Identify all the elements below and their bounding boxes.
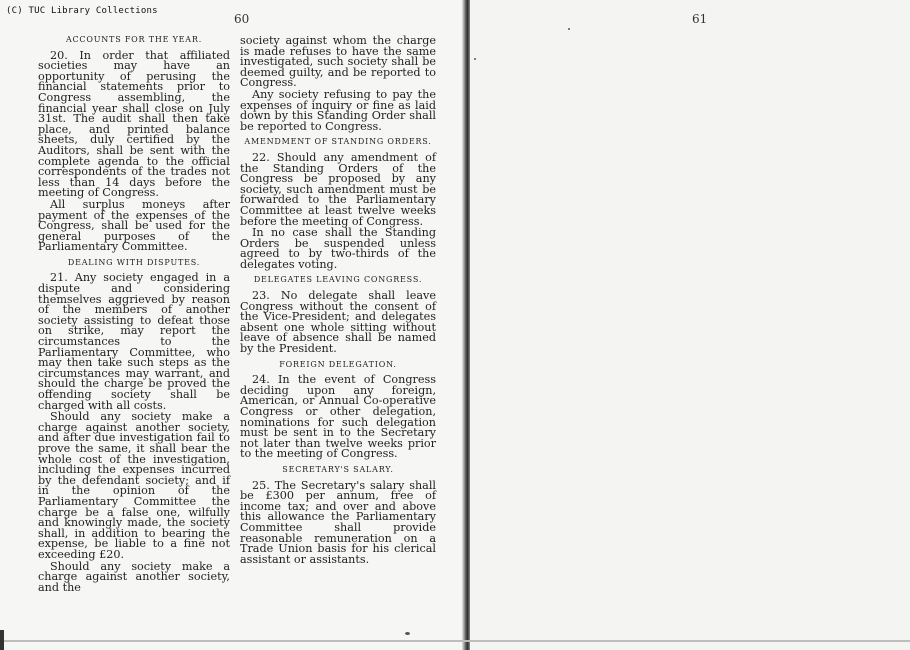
text-column-left bbox=[38, 35, 230, 594]
page-number-right: 61 bbox=[692, 12, 708, 26]
paper-speck bbox=[474, 58, 476, 60]
paragraph: 20. In order that affiliated societies may have an opportunity of perusing the financial statements prior to Congress assembling, the financial year shall close on July 31st. The audit shall then take place, and printed balance sheets, duly certified by the Auditors, shall be sent with the complete agenda to the official correspondents of the trades not less than 14 days before the meeting of Congress. bbox=[38, 48, 230, 200]
paragraph: Should any society make a charge against another society, and the bbox=[38, 559, 230, 594]
section-heading: ACCOUNTS FOR THE YEAR. bbox=[65, 35, 203, 44]
paragraph: Any society refusing to pay the expenses of inquiry or fine as laid down by this Standing Order shall be reported to Congress. bbox=[240, 87, 436, 133]
paragraph: 21. Any society engaged in a dispute and considering themselves aggrieved by reason of the members of another society assisting to defeat those on strike, may report the circumstances to the Parliamentary Committee, who may then take such steps as the circumstances may warrant, and should the charge be proved the offending society shall be charged with all costs. bbox=[38, 271, 230, 412]
paragraph: In no case shall the Standing Orders be suspended unless agreed to by two-thirds of the delegates voting. bbox=[240, 226, 436, 271]
paragraph: All surplus moneys after payment of the expenses of the Congress, shall be used for the general purposes of the Parliamentary Committee. bbox=[38, 197, 230, 254]
paper-speck bbox=[568, 28, 570, 30]
paper-speck bbox=[405, 632, 410, 635]
scan-edge bbox=[0, 640, 910, 642]
section-heading: FOREIGN DELEGATION. bbox=[279, 359, 397, 369]
text-column-right bbox=[240, 36, 436, 566]
page-number-left: 60 bbox=[234, 12, 250, 26]
right-page bbox=[470, 0, 910, 650]
paragraph: 25. The Secretary's salary shall be £300 per annum, free of income tax; and over and above this allowance the Parliamentary Committee shall provide reasonable remuneration on a Trade Union basis for his clerical assistant or assistants. bbox=[240, 478, 436, 566]
paragraph: Should any society make a charge against another society, and after due investigation fail to prove the same, it shall bear the whole cost of the investigation, including the expenses incurred by the defendant society; and if in the opinion of the Parliamentary Committee the charge be a false one, wilfully and knowingly made, the society shall, in addition to bearing the expense, be liable to a fine not exceeding £20. bbox=[38, 410, 230, 561]
watermark: (C) TUC Library Collections bbox=[6, 6, 158, 16]
section-heading: SECRETARY'S SALARY. bbox=[282, 464, 394, 474]
paragraph: 22. Should any amendment of the Standing Orders of the Congress be proposed by any society, such amendment must be forwarded to the Parliamentary Committee at least twelve weeks before the meeting of Congress. bbox=[240, 150, 436, 228]
scan-edge-mark bbox=[0, 630, 4, 650]
section-heading: AMENDMENT OF STANDING ORDERS. bbox=[244, 137, 432, 147]
section-heading: DELEGATES LEAVING CONGRESS. bbox=[253, 275, 423, 285]
paragraph: society against whom the charge is made refuses to have the same investigated, such society shall be deemed guilty, and be reported to Congress. bbox=[240, 34, 436, 90]
paragraph: 23. No delegate shall leave Congress without the consent of the Vice-President; and delegates absent one whole sitting without leave of absence shall be named by the President. bbox=[240, 289, 436, 356]
paragraph: 24. In the event of Congress deciding upon any foreign, American, or Annual Co-operative Congress or other delegation, nominations for such delegation must be sent in to the Secretary not later than twelve weeks prior to the meeting of Congress. bbox=[240, 373, 436, 461]
section-heading: DEALING WITH DISPUTES. bbox=[67, 257, 201, 267]
